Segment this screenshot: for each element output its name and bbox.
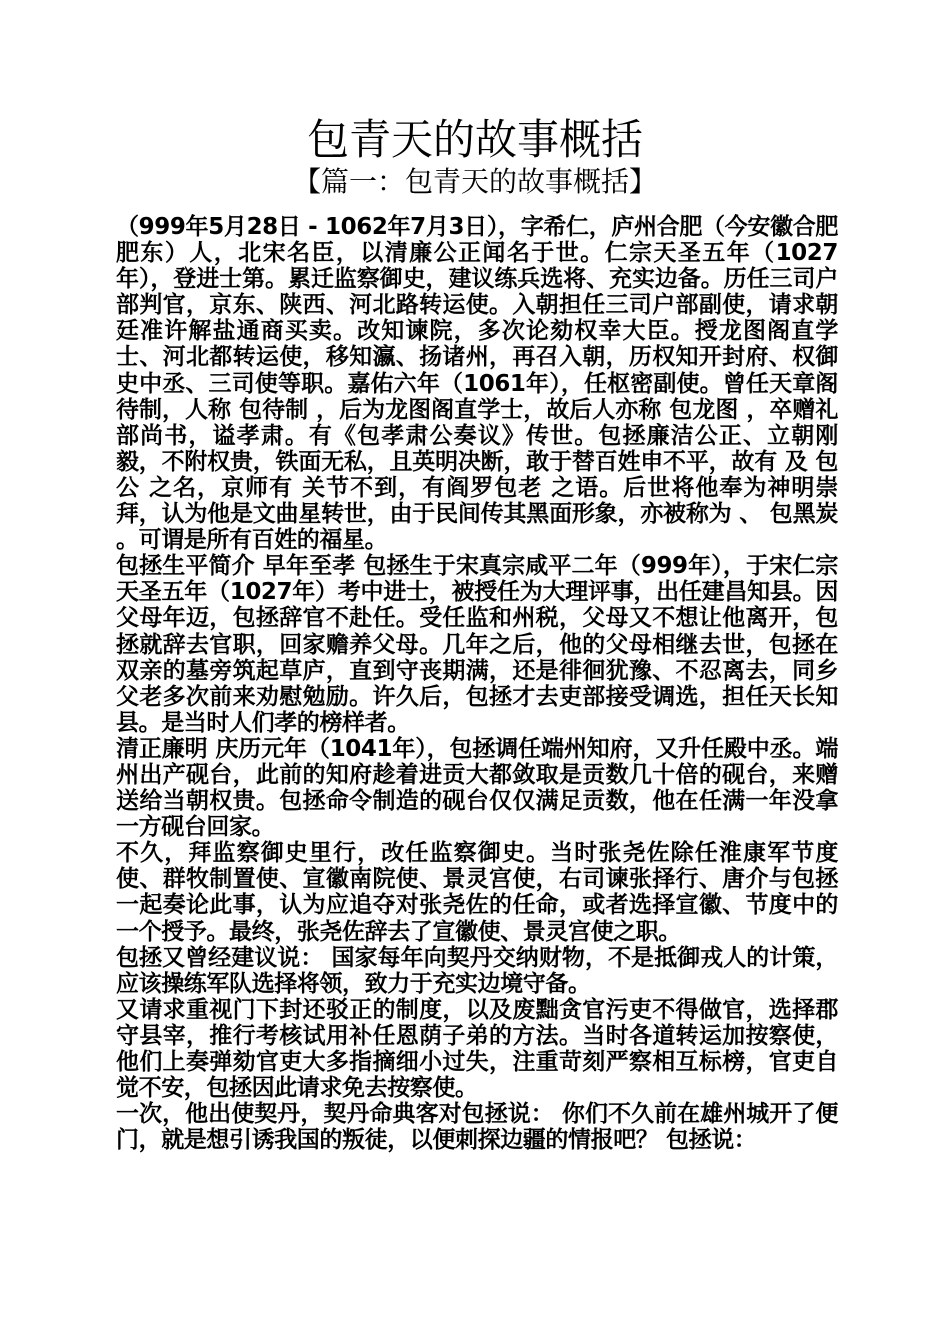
paragraph-censor: 不久，拜监察御史里行，改任监察御史。当时张尧佐除任淮康军节度使、群牧制置使、宣徽南院使、景灵宫使，右司谏张择行、唐介与包拯一起奏论此事，认为应追夺对张尧佐的任命，或者选择宣徽、节度中的一个授予。最终，张尧佐辞去了宣徽使、景灵宫使之职。 bbox=[116, 840, 838, 945]
document-subtitle: 【篇一：包青天的故事概括】 bbox=[292, 165, 657, 198]
document-body bbox=[116, 214, 838, 1153]
paragraph-defense-advice: 包拯又曾经建议说： 国家每年向契丹交纳财物，不是抵御戎人的计策，应该操练军队选择将领，致力于充实边境守备。 bbox=[116, 944, 838, 997]
paragraph-early-life: 包拯生平简介 早年至孝 包拯生于宋真宗咸平二年（999年），于宋仁宗天圣五年（1027年）考中进士，被授任为大理评事，出任建昌知县。因父母年迈，包拯辞官不赴任。受任监和州税，父母又不想让他离开，包拯就辞去官职，回家赡养父母。几年之后，他的父母相继去世，包拯在双亲的墓旁筑起草庐，直到守丧期满，还是徘徊犹豫、不忍离去，同乡父老多次前来劝慰勉励。许久后，包拯才去吏部接受调选，担任天长知县。是当时人们孝的榜样者。 bbox=[116, 553, 838, 736]
document-title: 包青天的故事概括 bbox=[306, 115, 643, 164]
paragraph-integrity: 清正廉明 庆历元年（1041年），包拯调任端州知府，又升任殿中丞。端州出产砚台，此前的知府趁着进贡大都敛取是贡数几十倍的砚台，来赠送给当朝权贵。包拯命令制造的砚台仅仅满足贡数，他在任满一年没拿一方砚台回家。 bbox=[116, 735, 838, 841]
paragraph-khitan-mission: 一次，他出使契丹，契丹命典客对包拯说： 你们不久前在雄州城开了便门，就是想引诱我国的叛徒，以便刺探边疆的情报吧？ 包拯说： bbox=[116, 1101, 838, 1154]
paragraph-intro: （999年5月28日 - 1062年7月3日），字希仁，庐州合肥（今安徽合肥肥东）人，北宋名臣，以清廉公正闻名于世。仁宗天圣五年（1027年），登进士第。累迁监察御史，建议练兵选将、充实边备。历任三司户部判官，京东、陕西、河北路转运使。入朝担任三司户部副使，请求朝廷准许解盐通商买卖。改知谏院，多次论劾权幸大臣。授龙图阁直学士、河北都转运使，移知瀛、扬诸州，再召入朝，历权知开封府、权御史中丞、三司使等职。嘉佑六年（1061年），任枢密副使。曾任天章阁待制，人称 包待制 ，后为龙图阁直学士，故后人亦称 包龙图 ，卒赠礼部尚书，谥孝肃。有《包孝肃公奏议》传世。包拯廉洁公正、立朝刚毅，不附权贵，铁面无私，且英明决断，敢于替百姓申不平，故有 及 包公 之名，京师有 关节不到，有阎罗包老 之语。后世将他奉为神明崇拜，认为他是文曲星转世，由于民间传其黑面形象，亦被称为 、 包黑炭 。可谓是所有百姓的福星。 bbox=[116, 214, 838, 554]
paragraph-reforms: 又请求重视门下封还驳正的制度，以及废黜贪官污吏不得做官，选择郡守县宰，推行考核试用补任恩荫子弟的方法。当时各道转运加按察使，他们上奏弹劾官吏大多指摘细小过失，注重苛刻严察相互标榜，官吏自觉不安，包拯因此请求免去按察使。 bbox=[116, 996, 838, 1102]
